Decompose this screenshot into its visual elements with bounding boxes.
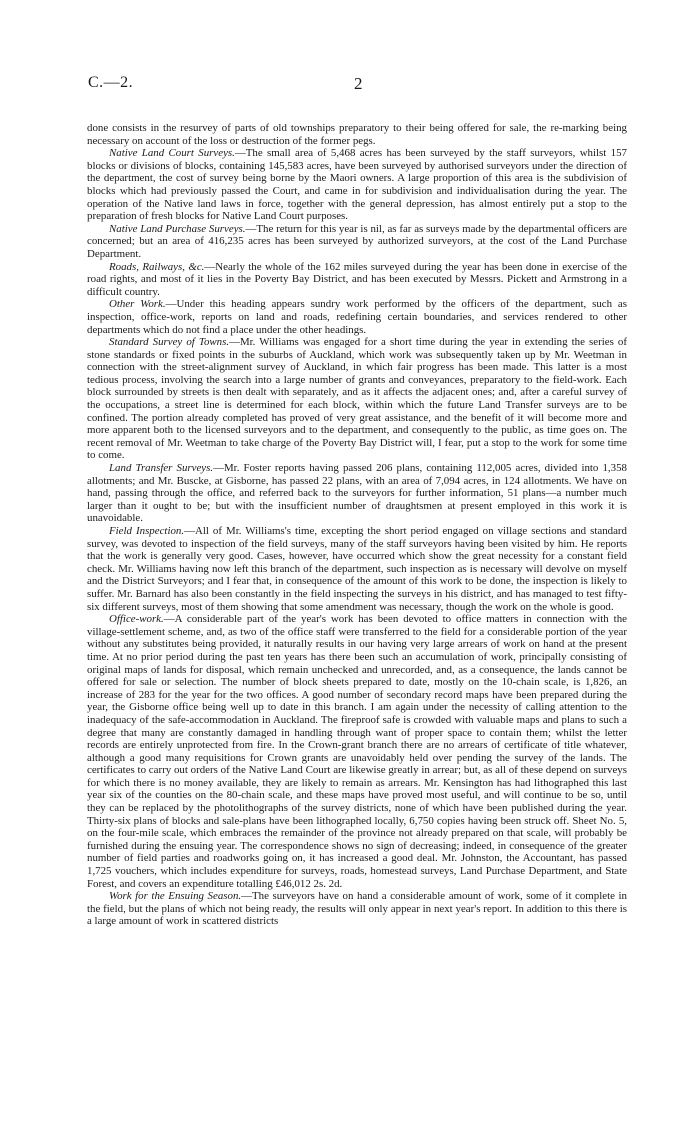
report-body xyxy=(87,122,627,928)
paragraph-heading: Field Inspection. xyxy=(109,525,185,537)
paragraph-text: —The small area of 5,468 acres has been surveyed by the staff surveyors, whilst 157 blocks or divisions of blocks, containing 145,583 acres, have been surveyed by authorised surveyors under the direction of the department, the cost of survey being borne by the Maori owners. A large proportion of this area is the subdivision of blocks which had previously passed the Court, and came in for subdivision and individualisation during the year. The operation of the Native land laws in force, together with the general depression, has almost entirely put a stop to the preparation of fresh blocks for Native Land Court purposes. xyxy=(87,147,627,223)
paragraph-text: —The surveyors have on hand a considerable amount of work, some of it complete in the field, but the plans of which not being ready, the results will only appear in next year's report. In addition to this there is a large amount of work in scattered districts xyxy=(87,890,627,928)
paragraph-heading: Standard Survey of Towns. xyxy=(109,336,230,349)
paragraph-heading: Native Land Purchase Surveys. xyxy=(109,222,246,235)
paragraph-text: —Mr. Williams was engaged for a short time during the year in extending the series of stone standards or fixed points in the suburbs of Auckland, which work was subsequently taken up by Mr. Weetman in connection with the street-alignment survey of Auckland, in which fair progress has been made. This latter is a most tedious process, involving the search into a large number of grants and conveyances, preparatory to the field-work. Each block surrounded by streets is then dealt with separately, and as it affects the adjacent ones; and, after a careful survey of the occupations, a street line is determined for each block, within which the future Land Transfer surveys are to be confined. The portion already completed has proved of very great assistance, and the benefit of it will become more and more apparent both to the licensed surveyors and to the department, and consequently to the public, as time goes on. The recent removal of Mr. Weetman to take charge of the Poverty Bay District will, I fear, put a stop to the work for some time to come. xyxy=(87,336,627,462)
paragraph-text: —Under this heading appears sundry work performed by the officers of the department, such as inspection, office-work, reports on land and roads, redefining certain boundaries, and services rendered to other departments which do not find a place under the other headings. xyxy=(87,298,627,336)
page-number: 2 xyxy=(354,74,363,93)
paragraph-text: —The return for this year is nil, as far as surveys made by the departmental officers are concerned; but an area of 416,235 acres has been surveyed by authorized surveyors, at the cost of the Land Purchase Department. xyxy=(87,222,628,260)
paragraph-heading: Roads, Railways, &c. xyxy=(109,260,205,273)
paragraph-native-land-court-surveys xyxy=(87,147,627,223)
paragraph-land-transfer-surveys xyxy=(87,462,627,525)
paragraph-heading: Land Transfer Surveys. xyxy=(109,462,214,475)
paragraph-text: —A considerable part of the year's work has been devoted to office matters in connection with the village-settlement scheme, and, as two of the office staff were transferred to the field for a considerable portion of the year without any substitutes being provided, it naturally results in our having very large arrears of work on hand at the present time. At no prior period during the past ten years has there been such an accumulation of work, principally consisting of original maps of lands for disposal, which remain unchecked and unrecorded, and, as a consequence, the lands cannot be offered for sale or selection. The number of block sheets prepared to date, mostly on the 10-chain scale, is 1,826, an increase of 283 for the year for the two offices. A good number of secondary record maps have been prepared during the year, the Gisborne office being well up to date in this branch. I am again under the necessity of calling attention to the inadequacy of the safe-accommodation in Auckland. The fireproof safe is crowded with valuable maps and plans to such a degree that many are constantly damaged in handling through want of proper space to contain them; whilst the letter records are entirely unprotected from fire. In the Crown-grant branch there are no arrears of certificate of title whatever, although a good many requisitions for Crown grants are unavoidably held over pending the survey of the lands. The certificates to carry out orders of the Native Land Court are likewise greatly in arrear; but, as all of these depend on surveys for which there is no money available, they are likely to remain as arrears. Mr. Kensington has had lithographed this last year six of the counties on the 80-chain scale, and these maps have proved most useful, and will continue to be so, until they can be replaced by the photolithographs of the survey districts, none of which have been published during the year. Thirty-six plans of blocks and sale-plans have been lithographed locally, 6,750 copies having been struck off. Sheet No. 5, on the four-mile scale, which embraces the remainder of the province not already prepared on that scale, will probably be furnished during the ensuing year. The correspondence shows no sign of decreasing; indeed, in consequence of the greater number of field parties and roadworks going on, it has increased a good deal. Mr. Johnston, the Accountant, has passed 1,725 vouchers, which includes expenditure for surveys, roads, homestead surveys, Land Purchase Department, and State Forest, and covers an expenditure totalling £46,012 2s. 2d. xyxy=(87,613,627,890)
paragraph-office-work xyxy=(87,613,627,890)
paragraph-text: done consists in the resurvey of parts of old townships preparatory to their being offered for sale, the re-marking being necessary on account of the loss or destruction of the former pegs. xyxy=(87,122,627,147)
paragraph-text: —Nearly the whole of the 162 miles surveyed during the year has been done in exercise of the road rights, and most of it lies in the Poverty Bay District, and has been executed by Messrs. Pickett and Armstrong in a difficult country. xyxy=(87,260,627,298)
paragraph-field-inspection xyxy=(87,525,627,613)
paragraph-heading: Work for the Ensuing Season. xyxy=(109,890,242,903)
paragraph-native-land-purchase-surveys xyxy=(87,223,627,261)
paragraph-continuation xyxy=(87,122,627,147)
paragraph-heading: Other Work. xyxy=(109,298,166,311)
paragraph-text: —All of Mr. Williams's time, excepting the short period engaged on village sections and standard survey, was devoted to inspection of the field surveys, many of the staff surveyors having been visited by him. He reports that the work is generally very good. Cases, however, have occurred which show the great necessity for a constant field check. Mr. Williams having now left this branch of the department, such inspection as is necessary will devolve on myself and the District Surveyors; and I fear that, in consequence of the amount of this work to be done, the inspection is likely to suffer. Mr. Barnard has also been constantly in the field inspecting the surveys in his district, and has managed to test fifty-six different surveys, most of them showing that some amendment was necessary, though the work on the whole is good. xyxy=(87,525,627,613)
paragraph-other-work xyxy=(87,298,627,336)
paragraph-heading: Office-work. xyxy=(109,613,164,626)
paragraph-roads-railways xyxy=(87,261,627,299)
paragraph-standard-survey-of-towns xyxy=(87,336,627,462)
paragraph-work-for-ensuing-season xyxy=(87,890,627,928)
page-header xyxy=(88,74,626,94)
paragraph-heading: Native Land Court Surveys. xyxy=(109,147,235,160)
paragraph-text: —Mr. Foster reports having passed 206 plans, containing 112,005 acres, divided into 1,358 allotments; and Mr. Buscke, at Gisborne, has passed 22 plans, with an area of 7,094 acres, in 124 allotments. We have on hand, passing through the office, and referred back to the surveyors for further information, 51 plans—a number much larger than it ought to be; but with the insufficient number of draughtsmen at present employed in this work it is unavoidable. xyxy=(87,462,627,525)
page-code: C.—2. xyxy=(88,74,134,91)
